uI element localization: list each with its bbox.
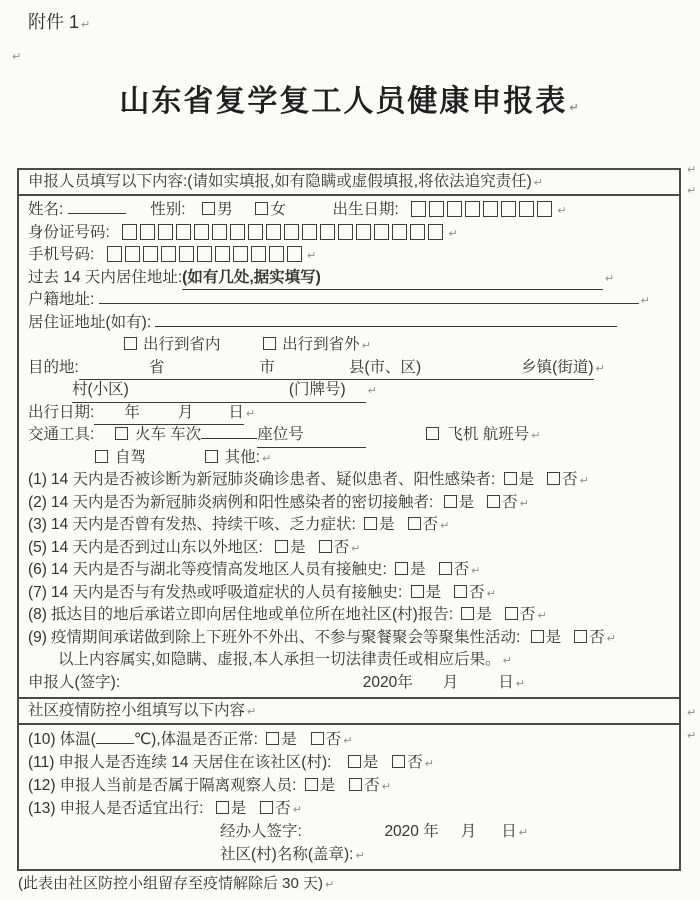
return-mark-icon: ↵ xyxy=(687,164,697,176)
return-mark-icon: ↵ xyxy=(486,587,496,600)
return-mark-icon: ↵ xyxy=(361,340,371,352)
digit-box[interactable] xyxy=(284,224,299,240)
checkbox-no[interactable] xyxy=(392,755,405,768)
return-mark-icon: ↵ xyxy=(261,452,272,465)
return-mark-icon: ↵ xyxy=(355,850,365,862)
address-14days-input[interactable] xyxy=(182,267,603,291)
question-text: 14 天内是否被诊断为新冠肺炎确诊患者、疑似患者、阳性感染者: xyxy=(50,471,496,488)
question-number: (5) xyxy=(28,538,47,556)
question-row-1 xyxy=(28,469,673,492)
residence-permit-input[interactable] xyxy=(155,326,617,327)
checkbox-yes[interactable] xyxy=(504,472,517,485)
return-mark-icon: ↵ xyxy=(424,758,434,770)
train-label: 火车 车次 xyxy=(134,426,202,443)
attachment-label: 附件 1 ↵ xyxy=(28,12,91,32)
hukou-input[interactable] xyxy=(99,303,639,304)
hukou-label: 户籍地址: xyxy=(28,291,95,308)
return-mark-icon: ↵ xyxy=(579,475,589,487)
digit-box[interactable] xyxy=(161,246,176,262)
digit-box[interactable] xyxy=(233,246,248,262)
travel-out-province-label: 出行到省外 xyxy=(282,336,360,353)
birthdate-boxes xyxy=(411,201,555,218)
checkbox-yes[interactable] xyxy=(461,607,474,620)
return-mark-icon: ↵ xyxy=(247,706,257,718)
digit-box[interactable] xyxy=(356,224,371,240)
name-label: 姓名: xyxy=(28,201,64,218)
digit-box[interactable] xyxy=(501,201,516,217)
question-number: (2) xyxy=(28,493,47,511)
checkbox-plane[interactable] xyxy=(426,427,439,440)
declaration-text: 以上内容属实,如隐瞒、虚报,本人承担一切法律责任或相应后果。 xyxy=(58,651,501,668)
question-text: 疫情期间承诺做到除上下班外不外出、不参与聚餐聚会等聚集性活动: xyxy=(50,628,521,646)
question-text: 14 天内是否与湖北等疫情高发地区人员有接触史: xyxy=(50,561,387,578)
checkbox-self-drive[interactable] xyxy=(95,450,108,463)
checkbox-yes[interactable] xyxy=(348,755,361,768)
return-mark-icon: ↵ xyxy=(245,407,256,420)
residence-permit-label: 居住证地址(如有): xyxy=(28,313,152,331)
declaration-row xyxy=(58,649,673,672)
question-text: 14 天内是否到过山东以外地区: xyxy=(50,538,263,556)
seat-input[interactable] xyxy=(257,424,366,448)
question-text: 抵达目的地后承诺立即向居住地或单位所在地社区(村)报告: xyxy=(50,606,454,623)
travel-date-row xyxy=(28,402,673,425)
digit-box[interactable] xyxy=(465,201,480,217)
digit-box[interactable] xyxy=(411,201,426,217)
plane-label: 飞机 航班号 xyxy=(447,426,530,443)
return-mark-icon: ↵ xyxy=(606,632,616,645)
question-number: (3) xyxy=(28,516,47,533)
sign-date: 2020年 月 日 ↵ xyxy=(362,673,525,691)
house-number-label: (门牌号) xyxy=(288,381,346,398)
yes-label: 是 xyxy=(425,583,442,601)
question-number: (1) xyxy=(28,471,47,488)
yes-label: 是 xyxy=(476,606,492,623)
return-mark-icon: ↵ xyxy=(367,385,377,397)
day-label: 日 xyxy=(228,403,244,421)
no-label: 否 xyxy=(562,471,578,488)
checkbox-yes[interactable] xyxy=(531,630,544,643)
name-input[interactable] xyxy=(68,213,126,214)
digit-box[interactable] xyxy=(125,246,140,262)
destination-label: 目的地: xyxy=(28,358,79,376)
question-text: 14 天内是否曾有发热、持续干咳、乏力症状: xyxy=(50,516,356,533)
no-label: 否 xyxy=(519,606,536,623)
id-boxes xyxy=(122,224,446,241)
return-mark-icon: ↵ xyxy=(519,497,529,510)
transport-row-2 xyxy=(95,447,673,470)
village-row xyxy=(72,379,673,402)
transport-row xyxy=(28,424,673,447)
travel-scope-row xyxy=(124,334,673,357)
return-mark-icon: ↵ xyxy=(687,730,697,742)
checkbox-no[interactable] xyxy=(574,630,587,643)
checkbox-male[interactable] xyxy=(202,202,215,215)
section1-header: 申报人员填写以下内容:(请如实填报,如有隐瞒或虚假填报,将依法追究责任) ↵ xyxy=(19,170,679,196)
year-label: 年 xyxy=(124,403,140,421)
checkbox-no[interactable] xyxy=(349,778,362,791)
phone-number-row xyxy=(28,244,673,267)
yes-label: 是 xyxy=(281,731,297,748)
digit-box[interactable] xyxy=(212,224,227,240)
return-mark-icon: ↵ xyxy=(292,804,302,816)
no-label: 否 xyxy=(422,516,439,533)
digit-box[interactable] xyxy=(320,224,335,240)
question-number: (13) xyxy=(28,800,56,817)
signer-row xyxy=(28,672,673,695)
travel-in-province-label: 出行到省内 xyxy=(143,336,221,353)
yes-label: 是 xyxy=(458,493,475,511)
checkbox-yes[interactable] xyxy=(216,801,229,814)
digit-box[interactable] xyxy=(519,201,534,217)
checkbox-no[interactable] xyxy=(454,585,467,598)
destination-province-label: 省 xyxy=(148,358,165,376)
return-mark-icon: ↵ xyxy=(343,735,353,747)
train-number-input[interactable] xyxy=(201,438,257,439)
phone-label: 手机号码: xyxy=(28,246,95,263)
checkbox-no[interactable] xyxy=(319,540,332,553)
question-number: (12) xyxy=(28,777,56,794)
checkbox-no[interactable] xyxy=(547,472,560,485)
checkbox-yes[interactable] xyxy=(395,562,408,575)
residence-permit-row xyxy=(28,312,673,335)
month-label: 月 xyxy=(177,403,194,421)
checkbox-no[interactable] xyxy=(505,607,518,620)
checkbox-female[interactable] xyxy=(255,202,268,215)
yes-label: 是 xyxy=(230,800,247,817)
digit-box[interactable] xyxy=(266,224,281,240)
digit-box[interactable] xyxy=(410,224,425,240)
transport-label: 交通工具: xyxy=(28,426,95,443)
return-mark-icon: ↵ xyxy=(687,185,697,197)
hukou-address-row xyxy=(28,289,673,312)
checkbox-no[interactable] xyxy=(487,495,500,508)
question-row-2 xyxy=(28,492,673,515)
travel-date-input[interactable] xyxy=(94,402,244,426)
destination-town-label: 乡镇(街道) xyxy=(521,358,594,376)
checkbox-no[interactable] xyxy=(260,801,273,814)
question-number: (9) xyxy=(28,628,47,646)
digit-box[interactable] xyxy=(107,246,122,262)
community-name-label: 社区(村)名称(盖章): xyxy=(220,846,354,863)
question-row-5 xyxy=(28,537,673,560)
question-row-10 xyxy=(28,728,673,751)
checkbox-yes[interactable] xyxy=(305,778,318,791)
address-14days-label: 过去 14 天内居住地址: xyxy=(28,268,183,286)
return-mark-icon: ↵ xyxy=(440,520,450,532)
id-label: 身份证号码: xyxy=(28,223,110,241)
section2-header: 社区疫情防控小组填写以下内容 ↵ xyxy=(19,697,679,725)
return-mark-icon: ↵ xyxy=(381,781,391,793)
section2-body xyxy=(19,725,679,869)
address-14days-hint: (如有几处,据实填写) xyxy=(182,268,321,286)
no-label: 否 xyxy=(589,628,605,646)
return-mark-icon: ↵ xyxy=(351,542,361,555)
digit-box[interactable] xyxy=(179,246,194,262)
section1-body xyxy=(19,196,679,697)
yes-label: 是 xyxy=(290,538,306,556)
digit-box[interactable] xyxy=(251,246,266,262)
question-row-9 xyxy=(28,627,673,650)
no-label: 否 xyxy=(333,538,350,556)
health-declaration-table xyxy=(17,168,681,871)
checkbox-other[interactable] xyxy=(205,450,218,463)
destination-input[interactable] xyxy=(79,357,594,381)
checkbox-yes[interactable] xyxy=(411,585,424,598)
digit-box[interactable] xyxy=(374,224,389,240)
digit-box[interactable] xyxy=(230,224,245,240)
return-mark-icon: ↵ xyxy=(518,827,528,839)
return-mark-icon: ↵ xyxy=(12,51,22,63)
return-mark-icon: ↵ xyxy=(531,430,541,442)
checkbox-travel-out-province[interactable] xyxy=(263,337,276,350)
checkbox-yes[interactable] xyxy=(444,495,457,508)
question-number: (7) xyxy=(28,583,47,601)
question-row-13 xyxy=(28,797,673,820)
return-mark-icon: ↵ xyxy=(640,295,650,307)
return-mark-icon: ↵ xyxy=(502,655,512,667)
question-text: 14 天内是否为新冠肺炎病例和阳性感染者的密切接触者: xyxy=(50,493,434,511)
digit-box[interactable] xyxy=(428,224,443,240)
checkbox-no[interactable] xyxy=(408,517,421,530)
checkbox-train[interactable] xyxy=(115,427,128,440)
digit-box[interactable] xyxy=(176,224,191,240)
form-title: 山东省复学复工人员健康申报表 ↵ xyxy=(119,85,581,118)
question-text: 申报人是否适宜出行: xyxy=(59,800,204,817)
yes-label: 是 xyxy=(362,754,379,771)
checkbox-no[interactable] xyxy=(311,732,324,745)
retention-note: (此表由社区防控小组留存至疫情解除后 30 天) ↵ xyxy=(18,875,335,892)
question-text: 申报人当前是否属于隔离观察人员: xyxy=(59,777,297,794)
question-row-8 xyxy=(28,604,673,627)
return-mark-icon: ↵ xyxy=(557,205,567,217)
digit-box[interactable] xyxy=(447,201,462,217)
return-mark-icon: ↵ xyxy=(81,19,91,31)
return-mark-icon: ↵ xyxy=(687,707,697,719)
return-mark-icon: ↵ xyxy=(471,565,481,577)
seat-label: 座位号 xyxy=(257,426,304,443)
handler-sign-label: 经办人签字: xyxy=(220,823,302,840)
digit-box[interactable] xyxy=(338,224,353,240)
yes-label: 是 xyxy=(545,628,562,646)
temperature-input[interactable] xyxy=(96,743,134,744)
birthdate-label: 出生日期: xyxy=(332,201,399,218)
yes-label: 是 xyxy=(319,777,336,794)
yes-label: 是 xyxy=(379,516,395,533)
travel-date-label: 出行日期: xyxy=(28,403,95,421)
community-name-row xyxy=(220,843,673,866)
no-label: 否 xyxy=(469,583,485,601)
return-mark-icon: ↵ xyxy=(569,102,581,114)
question-row-6 xyxy=(28,559,673,582)
question-row-11 xyxy=(28,751,673,774)
digit-box[interactable] xyxy=(248,224,263,240)
no-label: 否 xyxy=(407,754,423,771)
checkbox-yes[interactable] xyxy=(275,540,288,553)
handler-sign-row xyxy=(220,820,673,843)
temperature-post-label: ℃),体温是否正常: xyxy=(133,731,258,748)
digit-box[interactable] xyxy=(392,224,407,240)
self-drive-label: 自驾 xyxy=(115,448,147,466)
no-label: 否 xyxy=(364,777,380,794)
question-number: (11) xyxy=(28,754,55,771)
question-row-12 xyxy=(28,774,673,797)
no-label: 否 xyxy=(502,493,518,511)
name-gender-birth-row xyxy=(28,199,673,222)
digit-box[interactable] xyxy=(215,246,230,262)
return-mark-icon: ↵ xyxy=(537,610,547,622)
question-number: (6) xyxy=(28,561,47,578)
digit-box[interactable] xyxy=(197,246,212,262)
no-label: 否 xyxy=(325,731,342,748)
id-number-row xyxy=(28,222,673,245)
digit-box[interactable] xyxy=(194,224,209,240)
digit-box[interactable] xyxy=(122,224,137,240)
checkbox-travel-in-province[interactable] xyxy=(124,337,137,350)
question-row-3 xyxy=(28,514,673,537)
yes-label: 是 xyxy=(410,561,426,578)
destination-city-label: 市 xyxy=(259,358,275,376)
digit-box[interactable] xyxy=(143,246,158,262)
village-label: 村(小区) xyxy=(72,381,129,398)
checkbox-no[interactable] xyxy=(439,562,452,575)
digit-box[interactable] xyxy=(429,201,444,217)
village-input[interactable] xyxy=(72,379,366,403)
no-label: 否 xyxy=(453,561,470,578)
digit-box[interactable] xyxy=(140,224,155,240)
digit-box[interactable] xyxy=(287,246,302,262)
destination-row xyxy=(28,357,673,380)
return-mark-icon: ↵ xyxy=(325,879,335,891)
other-label: 其他: xyxy=(224,448,260,466)
signer-label: 申报人(签字): xyxy=(28,673,121,691)
question-text: 14 天内是否与有发热或呼吸道症状的人员有接触史: xyxy=(50,583,403,601)
return-mark-icon: ↵ xyxy=(515,677,525,690)
yes-label: 是 xyxy=(518,471,535,488)
return-mark-icon: ↵ xyxy=(533,177,543,189)
digit-box[interactable] xyxy=(483,201,498,217)
gender-label: 性别: xyxy=(150,201,186,218)
return-mark-icon: ↵ xyxy=(595,362,605,375)
return-mark-icon: ↵ xyxy=(604,272,615,285)
temperature-pre-label: 体温( xyxy=(59,731,96,748)
male-label: 男 xyxy=(217,201,233,218)
question-text: 申报人是否连续 14 天居住在该社区(村): xyxy=(58,754,332,771)
return-mark-icon: ↵ xyxy=(448,227,458,240)
address-14days-row xyxy=(28,267,673,290)
question-row-7 xyxy=(28,582,673,605)
checkbox-yes[interactable] xyxy=(364,517,377,530)
digit-box[interactable] xyxy=(537,201,552,217)
question-number: (10) xyxy=(28,731,56,748)
checkbox-yes[interactable] xyxy=(266,732,279,745)
phone-boxes xyxy=(107,246,305,263)
destination-county-label: 县(市、区) xyxy=(348,358,422,376)
handler-date: 2020 年 月 日 xyxy=(384,823,517,840)
digit-box[interactable] xyxy=(302,224,317,240)
return-mark-icon: ↵ xyxy=(306,250,317,262)
digit-box[interactable] xyxy=(158,224,173,240)
female-label: 女 xyxy=(270,201,286,218)
digit-box[interactable] xyxy=(269,246,284,262)
no-label: 否 xyxy=(275,800,291,817)
question-number: (8) xyxy=(28,606,47,623)
